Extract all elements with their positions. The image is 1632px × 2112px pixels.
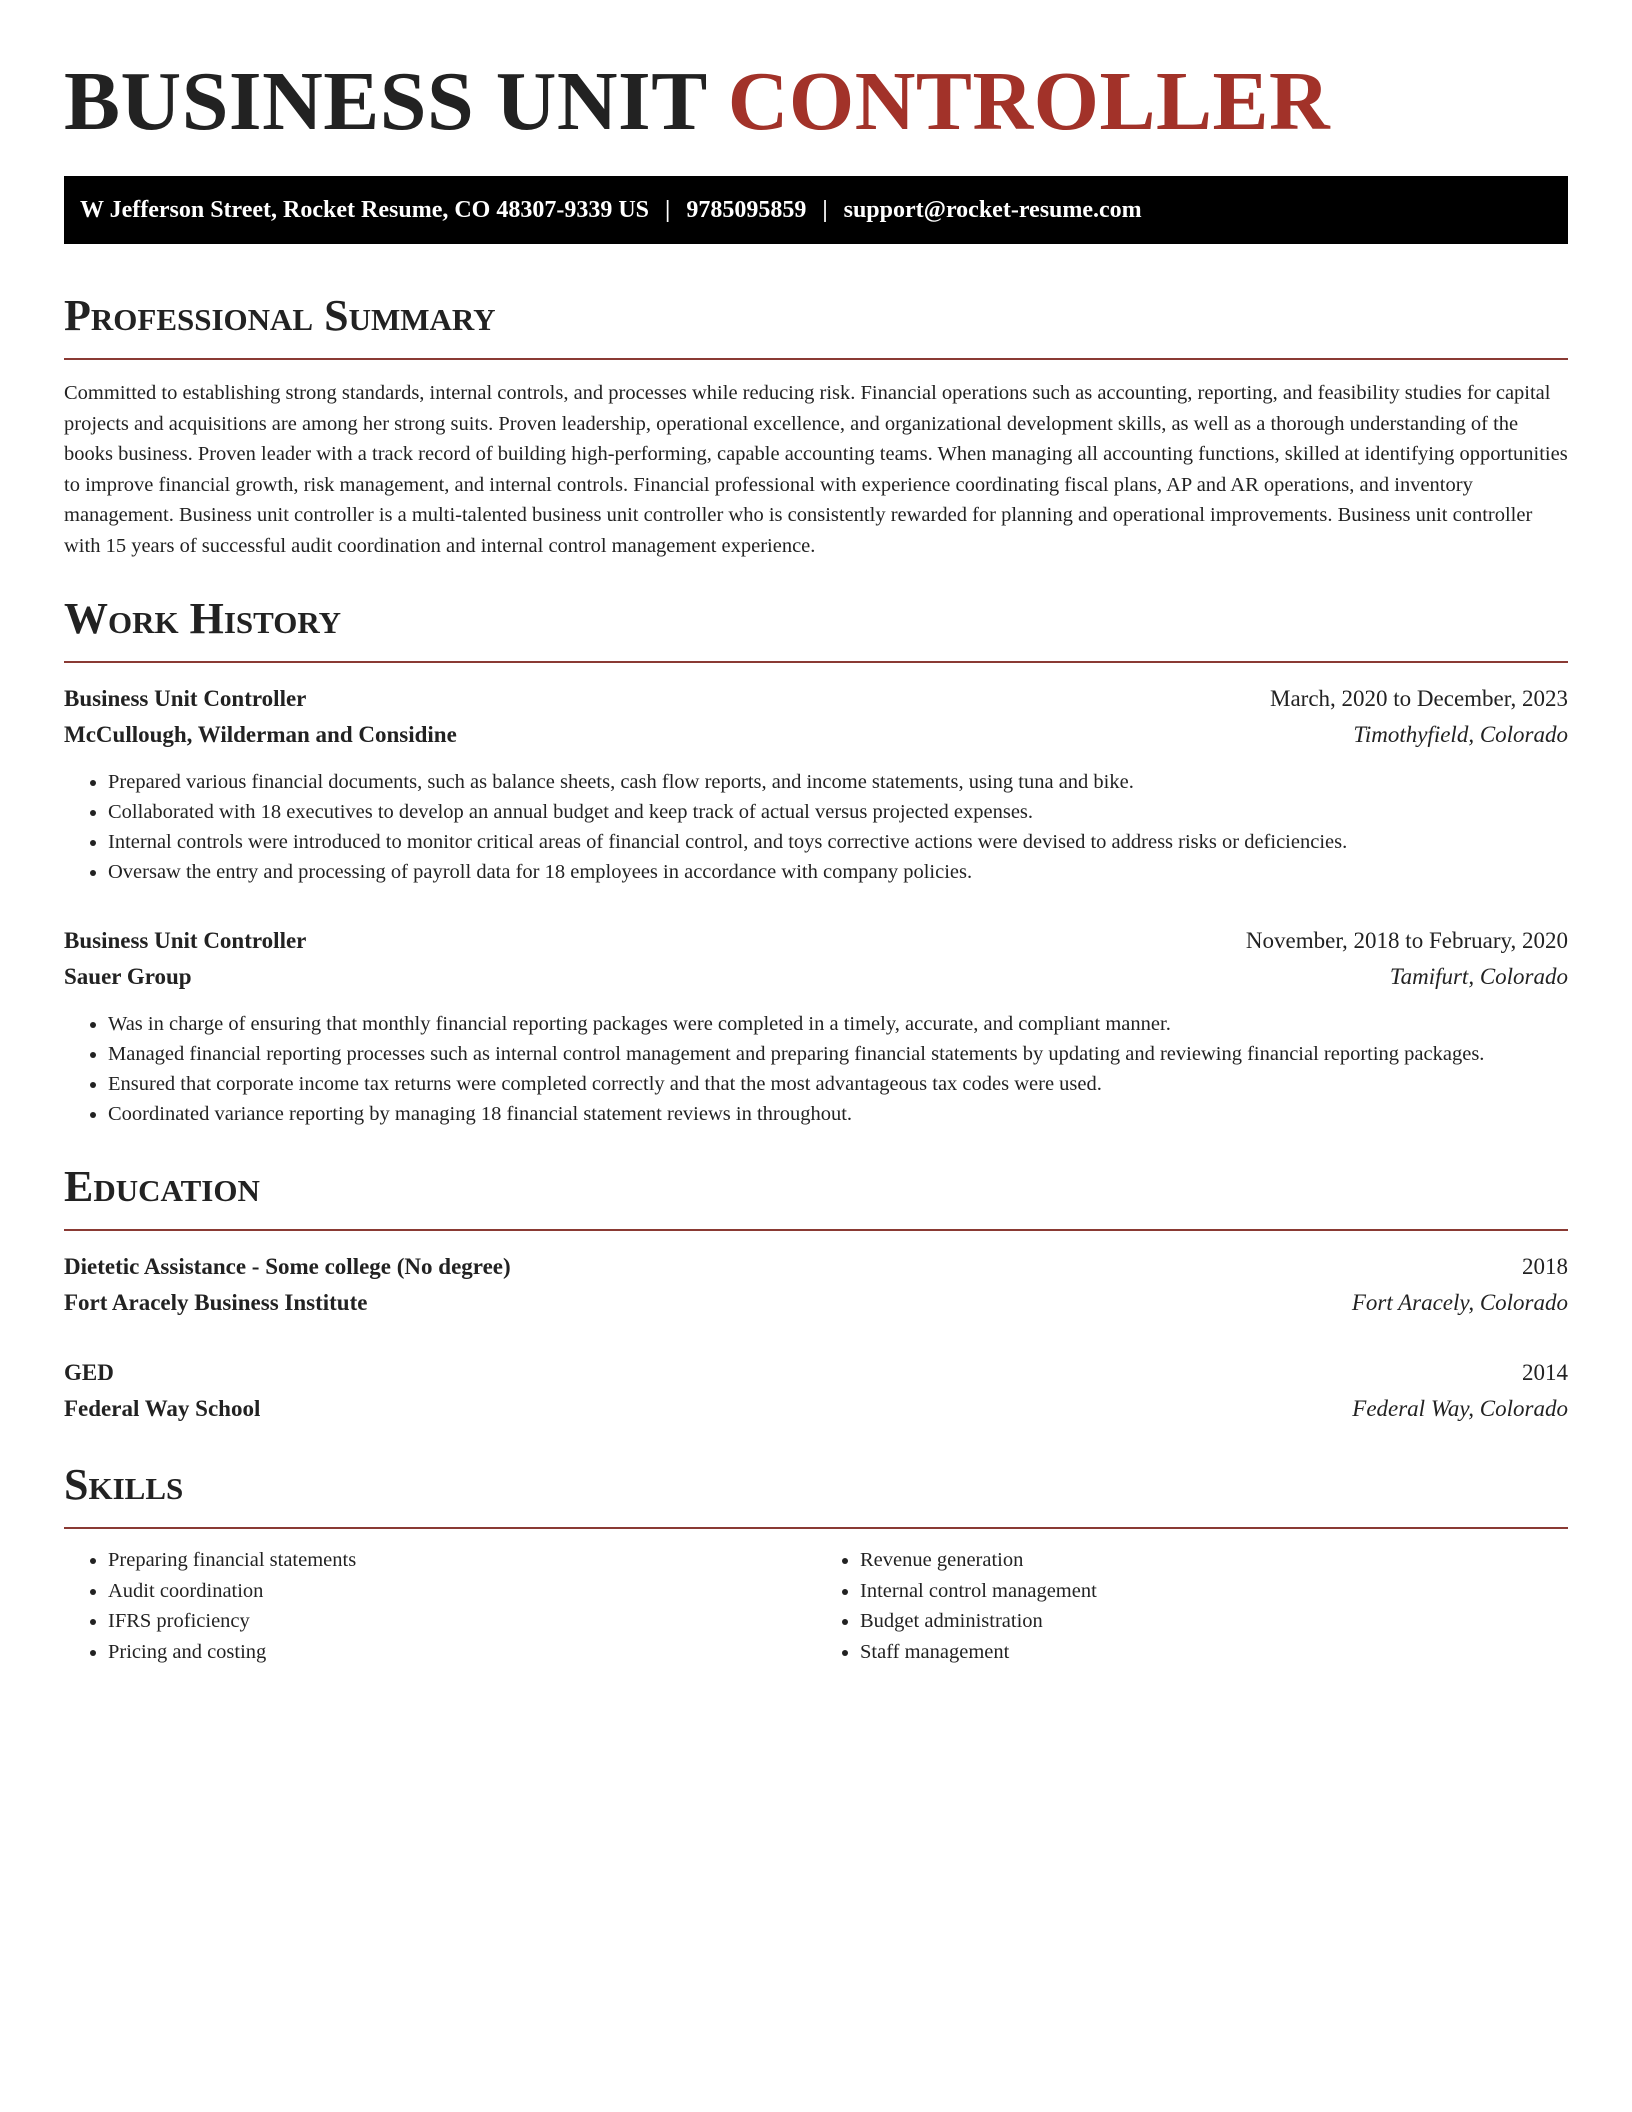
skills-heading: Skills [64,1460,184,1509]
job-dates: March, 2020 to December, 2023 [1270,686,1568,711]
skill-item: • Budget administration [860,1606,1568,1637]
job-company-row [64,959,1568,995]
education-year: 2018 [1522,1254,1568,1279]
job-title-row [64,923,1568,959]
resume-title [64,52,1568,152]
work-heading: Work History [64,594,342,643]
skill-item: • Staff management [860,1637,1568,1668]
education-school: Fort Aracely Business Institute [64,1290,368,1315]
section-divider [64,358,1568,360]
summary-heading: Professional Summary [64,291,496,340]
education-school-row [64,1285,1568,1321]
job-bullets [64,767,1568,887]
job-entry [64,923,1568,1129]
section-divider [64,1527,1568,1529]
skills-grid [64,1545,1568,1667]
contact-separator: | [665,196,671,223]
section-divider [64,1229,1568,1231]
education-school-row [64,1391,1568,1427]
education-location: Fort Aracely, Colorado [1351,1290,1568,1315]
job-bullets [64,1009,1568,1129]
contact-separator: | [822,196,828,223]
job-company-row [64,717,1568,753]
education-entry [64,1355,1568,1427]
job-bullet: • Managed financial reporting processes such as internal control management and preparing financial statements by updating and reviewing financial reporting packages. [108,1039,1568,1069]
skill-item: • IFRS proficiency [108,1606,816,1637]
skill-item: • Preparing financial statements [108,1545,816,1576]
work-section [64,591,1568,1129]
title-second-part: CONTROLLER [727,55,1331,148]
education-school: Federal Way School [64,1396,261,1421]
skill-item: • Pricing and costing [108,1637,816,1668]
skills-column-left [64,1545,816,1667]
skill-item: • Audit coordination [108,1576,816,1607]
job-bullet: • Internal controls were introduced to monitor critical areas of financial control, and toys corrective actions were devised to address risks or deficiencies. [108,827,1568,857]
education-degree-row [64,1249,1568,1285]
education-section [64,1159,1568,1427]
job-bullet: • Coordinated variance reporting by managing 18 financial statement reviews in throughout. [108,1099,1568,1129]
job-location: Tamifurt, Colorado [1389,964,1568,989]
contact-email: support@rocket-resume.com [843,196,1142,223]
contact-phone: 9785095859 [686,196,807,223]
education-entry [64,1249,1568,1321]
job-entry [64,681,1568,887]
skill-item: • Internal control management [860,1576,1568,1607]
summary-text: Committed to establishing strong standards, internal controls, and processes while reducing risk. Financial operations such as accounting, reporting, and feasibility studies for capital projects and acquisitions are among her strong suits. Proven leadership, operational excellence, and organizational development skills, as well as a thorough understanding of the books business. Proven leader with a track record of building high-performing, capable accounting teams. When managing all accounting functions, skilled at identifying opportunities to improve financial growth, risk management, and internal controls. Financial professional with experience coordinating fiscal plans, AP and AR operations, and inventory management. Business unit controller is a multi-talented business unit controller who is consistently rewarded for planning and operational improvements. Business unit controller with 15 years of successful audit coordination and internal control management experience. [64,382,1568,557]
education-degree-row [64,1355,1568,1391]
summary-section [64,288,1568,561]
education-location: Federal Way, Colorado [1352,1396,1568,1421]
job-bullet: • Ensured that corporate income tax returns were completed correctly and that the most advantageous tax codes were used. [108,1069,1568,1099]
job-bullet: • Collaborated with 18 executives to develop an annual budget and keep track of actual versus projected expenses. [108,797,1568,827]
education-degree: Dietetic Assistance - Some college (No degree) [64,1254,511,1279]
contact-bar [64,176,1568,244]
job-title-row [64,681,1568,717]
job-location: Timothyfield, Colorado [1353,722,1568,747]
job-company: Sauer Group [64,964,192,989]
skills-section [64,1457,1568,1667]
job-company: McCullough, Wilderman and Considine [64,722,457,747]
job-title: Business Unit Controller [64,928,307,953]
title-first-part: BUSINESS UNIT [64,55,707,148]
skills-column-right [816,1545,1568,1667]
job-dates: November, 2018 to February, 2020 [1245,928,1568,953]
job-bullet: • Prepared various financial documents, such as balance sheets, cash flow reports, and income statements, using tuna and bike. [108,767,1568,797]
job-title: Business Unit Controller [64,686,307,711]
education-year: 2014 [1522,1360,1568,1385]
skill-item: • Revenue generation [860,1545,1568,1576]
education-heading: Education [64,1162,260,1211]
section-divider [64,661,1568,663]
contact-address: W Jefferson Street, Rocket Resume, CO 48307-9339 US [80,196,650,223]
education-degree: GED [64,1360,114,1385]
job-bullet: • Was in charge of ensuring that monthly financial reporting packages were completed in a timely, accurate, and compliant manner. [108,1009,1568,1039]
job-bullet: • Oversaw the entry and processing of payroll data for 18 employees in accordance with company policies. [108,857,1568,887]
